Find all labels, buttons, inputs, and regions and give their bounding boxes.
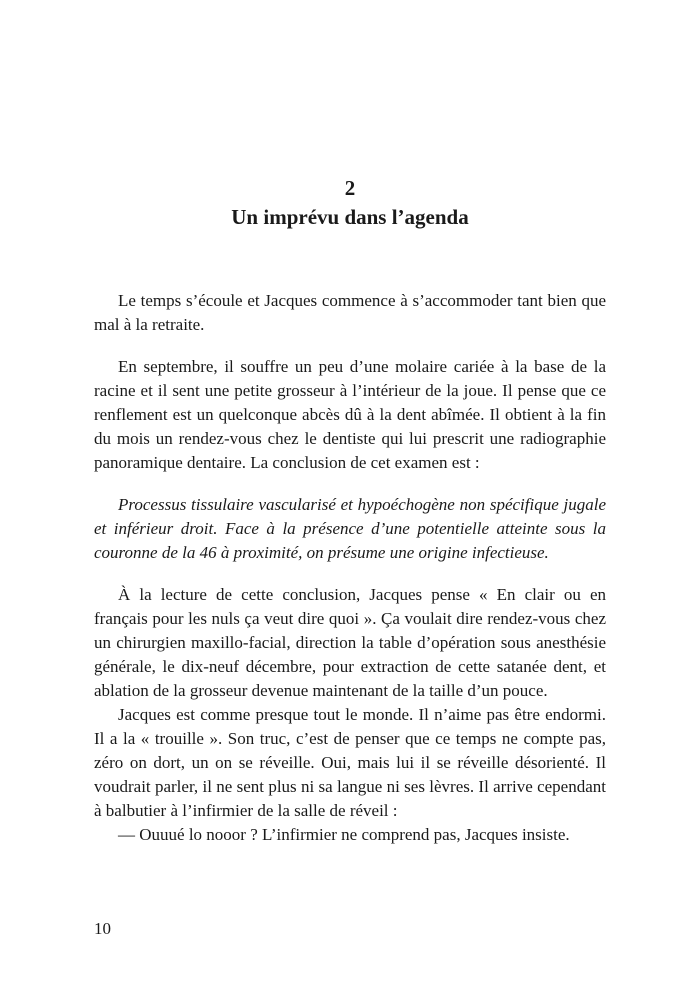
chapter-title: Un imprévu dans l’agenda <box>231 205 469 229</box>
page-number: 10 <box>94 919 111 938</box>
paragraph-1: Le temps s’écoule et Jacques commence à s’accommoder tant bien que mal à la retraite. <box>94 291 606 334</box>
paragraph-4: À la lecture de cette conclusion, Jacques pense « En clair ou en français pour les nuls ça veut dire quoi ». Ça voulait dire rendez-vous chez un chirurgien maxillo-facial, direction la table d’opération sous anesthésie générale, le dix-neuf décembre, pour extraction de cette satanée dent, et ablation de la grosseur devenue maintenant de la taille d’un pouce. <box>94 585 606 700</box>
paragraph-2: En septembre, il souffre un peu d’une molaire cariée à la base de la racine et il sent une petite grosseur à l’intérieur de la joue. Il pense que ce renflement est un quelconque abcès dû à la dent abîmée. Il obtient à la fin du mois un rendez-vous chez le dentiste qui lui prescrit une radiographie panoramique dentaire. La conclusion de cet examen est : <box>94 357 606 472</box>
dialogue-line: — Ouuué lo nooor ? L’infirmier ne comprend pas, Jacques insiste. <box>118 825 570 844</box>
quoted-exam-conclusion: Processus tissulaire vascularisé et hypoéchogène non spécifique jugale et inférieur droit. Face à la présence d’une potentielle atteinte sous la couronne de la 46 à proximité, on présume une origine infectieuse. <box>94 495 606 562</box>
chapter-number: 2 <box>344 176 356 200</box>
chapter-body <box>94 289 606 847</box>
paragraph-5: Jacques est comme presque tout le monde. Il n’aime pas être endormi. Il a la « trouille ». Son truc, c’est de penser que ce temps ne compte pas, zéro on dort, un on se réveille. Oui, mais lui il se réveille désorienté. Il voudrait parler, il ne sent plus ni sa langue ni ses lèvres. Il arrive cependant à balbutier à l’infirmier de la salle de réveil : <box>94 705 606 820</box>
